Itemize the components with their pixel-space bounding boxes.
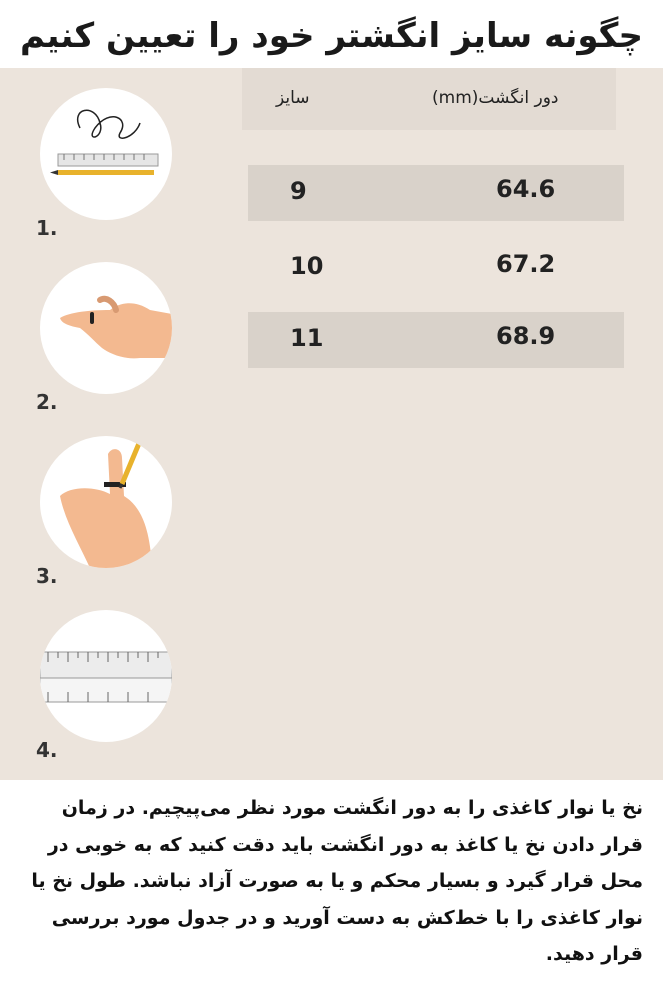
row-size: 10	[290, 252, 324, 280]
step-number: 3.	[36, 564, 58, 588]
table-row	[248, 312, 624, 368]
header-circumference: دور انگشت(mm)	[432, 88, 559, 108]
instructions-text: نخ یا نوار کاغذی را به دور انگشت مورد نظر می‌پیچیم. در زمان قرار دادن نخ یا کاغذ به دور انگشت باید دقت کنید که به خوبی در محل قرار گیرد و بسیار محکم و یا به صورت آزاد نباشد. طول نخ یا نوار کاغذی را با خط‌کش به دست آورید و در جدول مورد بررسی قرار دهید.	[31, 797, 643, 965]
row-circumference: 64.6	[496, 175, 556, 203]
row-circumference: 68.9	[496, 322, 556, 350]
step-number: 1.	[36, 216, 58, 240]
table-row	[248, 240, 624, 296]
header-size: سایز	[276, 88, 310, 108]
finger-mark-pencil-icon	[40, 436, 172, 568]
table-header	[242, 68, 616, 130]
string-ruler-pencil-icon	[40, 88, 172, 220]
page-title: چگونه سایز انگشتر خود را تعیین کنیم	[0, 0, 663, 68]
step-2	[30, 262, 190, 422]
ruler-icon	[40, 610, 172, 742]
step-number: 4.	[36, 738, 58, 762]
row-size: 11	[290, 324, 324, 352]
hand-finger-string-icon	[40, 262, 172, 394]
table-row	[248, 165, 624, 221]
row-size: 9	[290, 177, 307, 205]
step-4	[30, 610, 190, 770]
step-1	[30, 88, 190, 248]
step-3	[30, 436, 190, 596]
row-circumference: 67.2	[496, 250, 556, 278]
step-number: 2.	[36, 390, 58, 414]
